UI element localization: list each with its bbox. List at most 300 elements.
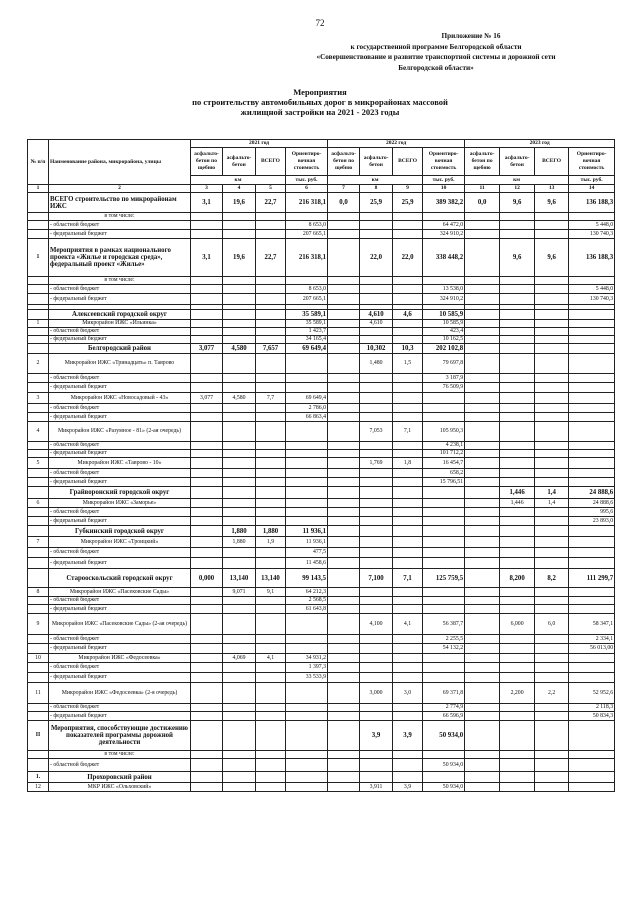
row-name: - областной бюджет <box>49 704 191 712</box>
cell-value <box>256 458 286 469</box>
table-row <box>28 526 615 537</box>
cell-value <box>393 644 423 654</box>
cell-value <box>500 277 535 285</box>
cell-value: 2 568,5 <box>286 597 328 605</box>
cell-value <box>465 336 500 344</box>
cell-value <box>535 548 569 558</box>
table-row <box>28 517 615 526</box>
table-row <box>28 605 615 614</box>
cell-value <box>360 663 393 673</box>
cell-value <box>465 383 500 393</box>
cell-value: 5 448,0 <box>569 221 615 230</box>
cell-value <box>328 721 360 751</box>
row-name: - областной бюджет <box>49 404 191 413</box>
cell-value <box>535 558 569 569</box>
cell-value <box>223 213 256 221</box>
row-name: - областной бюджет <box>49 548 191 558</box>
cell-value <box>500 635 535 644</box>
cell-value: 0,000 <box>191 569 223 588</box>
cell-value <box>286 508 328 517</box>
cell-value <box>256 277 286 285</box>
cell-value <box>191 328 223 336</box>
header-total: ВСЕГО <box>535 148 569 176</box>
row-number <box>28 751 49 759</box>
cell-value <box>256 751 286 759</box>
cell-value: 3,000 <box>360 683 393 704</box>
cell-value <box>286 683 328 704</box>
cell-value <box>569 654 615 663</box>
row-number <box>28 336 49 344</box>
cell-value <box>191 320 223 328</box>
cell-value <box>423 558 465 569</box>
row-name: - областной бюджет <box>49 759 191 772</box>
cell-value <box>465 442 500 450</box>
cell-value <box>500 344 535 354</box>
appendix-block <box>266 31 606 73</box>
row-name: Мероприятия в рамках национального проекта «Жилье и городская среда», федеральный проект «Жилье» <box>49 239 191 277</box>
row-name: Микрорайон ИЖС «Разумное - 81» (2-ая очередь) <box>49 422 191 442</box>
cell-value <box>328 458 360 469</box>
table-row <box>28 310 615 320</box>
cell-value <box>393 654 423 663</box>
table-row <box>28 548 615 558</box>
cell-value <box>328 328 360 336</box>
cell-value <box>500 673 535 683</box>
cell-value <box>328 413 360 422</box>
cell-value <box>256 294 286 305</box>
cell-value <box>393 663 423 673</box>
row-number <box>28 526 49 537</box>
cell-value <box>256 635 286 644</box>
row-number <box>28 704 49 712</box>
cell-value <box>393 277 423 285</box>
cell-value <box>360 537 393 548</box>
cell-value <box>393 597 423 605</box>
cell-value <box>535 605 569 614</box>
cell-value <box>328 344 360 354</box>
cell-value: 34 165,4 <box>286 336 328 344</box>
cell-value <box>223 605 256 614</box>
header-asphalt: асфальто-бетон <box>500 148 535 176</box>
cell-value <box>393 285 423 294</box>
cell-value <box>360 644 393 654</box>
column-number: 10 <box>423 185 465 193</box>
cell-value <box>360 213 393 221</box>
cell-value <box>328 635 360 644</box>
cell-value <box>569 721 615 751</box>
cell-value <box>535 422 569 442</box>
cell-value: 66 596,9 <box>423 712 465 721</box>
cell-value <box>500 704 535 712</box>
cell-value <box>360 285 393 294</box>
cell-value <box>191 783 223 792</box>
row-number <box>28 558 49 569</box>
cell-value <box>393 772 423 783</box>
cell-value <box>500 328 535 336</box>
cell-value <box>360 588 393 597</box>
cell-value <box>500 450 535 458</box>
cell-value <box>256 683 286 704</box>
table-row <box>28 230 615 239</box>
cell-value: 11 458,6 <box>286 558 328 569</box>
cell-value <box>223 442 256 450</box>
cell-value <box>328 654 360 663</box>
cell-value <box>535 635 569 644</box>
cell-value <box>465 422 500 442</box>
cell-value <box>256 558 286 569</box>
cell-value <box>500 374 535 383</box>
table-row <box>28 239 615 277</box>
cell-value <box>191 294 223 305</box>
cell-value <box>393 588 423 597</box>
cell-value <box>328 499 360 508</box>
row-number <box>28 442 49 450</box>
cell-value <box>286 442 328 450</box>
row-name: Микрорайон ИЖС «Тринадцать» п. Таврово <box>49 354 191 374</box>
appendix-line: Приложение № 16 <box>441 32 501 40</box>
table-row <box>28 450 615 458</box>
cell-value <box>223 663 256 673</box>
cell-value: 658,2 <box>423 469 465 478</box>
cell-value <box>256 614 286 635</box>
cell-value: 24 888,6 <box>569 487 615 499</box>
cell-value <box>191 413 223 422</box>
cell-value <box>223 354 256 374</box>
row-number: 8 <box>28 588 49 597</box>
cell-value <box>286 704 328 712</box>
cell-value <box>465 404 500 413</box>
cell-value <box>465 499 500 508</box>
cell-value <box>256 704 286 712</box>
cell-value: 7,053 <box>360 422 393 442</box>
cell-value <box>223 294 256 305</box>
cell-value: 13 538,0 <box>423 285 465 294</box>
cell-value <box>569 558 615 569</box>
cell-value <box>256 328 286 336</box>
cell-value <box>500 526 535 537</box>
cell-value <box>423 508 465 517</box>
cell-value: 2,200 <box>500 683 535 704</box>
cell-value <box>569 458 615 469</box>
header-asphalt: асфальто-бетон <box>360 148 393 176</box>
cell-value <box>423 597 465 605</box>
row-name: - федеральный бюджет <box>49 558 191 569</box>
cell-value <box>223 478 256 487</box>
cell-value: 1,446 <box>500 487 535 499</box>
cell-value: 2 118,3 <box>569 704 615 712</box>
cell-value <box>393 442 423 450</box>
cell-value: 423,4 <box>423 328 465 336</box>
cell-value: 10 585,9 <box>423 320 465 328</box>
cell-value <box>223 374 256 383</box>
cell-value <box>569 663 615 673</box>
table-row <box>28 336 615 344</box>
cell-value: 1,4 <box>535 487 569 499</box>
cell-value <box>535 354 569 374</box>
cell-value <box>535 588 569 597</box>
cell-value <box>569 783 615 792</box>
cell-value: 4,069 <box>223 654 256 663</box>
cell-value <box>569 404 615 413</box>
cell-value <box>569 673 615 683</box>
cell-value: 16 454,7 <box>423 458 465 469</box>
cell-value <box>286 469 328 478</box>
cell-value: 9,071 <box>223 588 256 597</box>
cell-value: 4,610 <box>360 320 393 328</box>
cell-value <box>256 605 286 614</box>
row-number <box>28 508 49 517</box>
cell-value <box>256 285 286 294</box>
cell-value <box>535 508 569 517</box>
cell-value <box>360 221 393 230</box>
cell-value <box>223 469 256 478</box>
cell-value <box>191 704 223 712</box>
cell-value <box>423 413 465 422</box>
title-line: по строительству автомобильных дорог в микрорайонах массовой <box>192 97 448 107</box>
cell-value <box>191 654 223 663</box>
cell-value: 56 013,00 <box>569 644 615 654</box>
cell-value <box>500 605 535 614</box>
row-number <box>28 328 49 336</box>
cell-value <box>423 277 465 285</box>
cell-value: 22,7 <box>256 239 286 277</box>
cell-value <box>465 605 500 614</box>
cell-value <box>569 759 615 772</box>
row-number <box>28 294 49 305</box>
cell-value <box>223 320 256 328</box>
cell-value <box>328 442 360 450</box>
cell-value <box>191 537 223 548</box>
cell-value <box>535 404 569 413</box>
cell-value <box>256 478 286 487</box>
row-number <box>28 635 49 644</box>
cell-value: 66 863,4 <box>286 413 328 422</box>
column-number: 3 <box>191 185 223 193</box>
cell-value <box>328 383 360 393</box>
cell-value: 389 382,2 <box>423 193 465 213</box>
cell-value <box>286 458 328 469</box>
cell-value <box>191 772 223 783</box>
cell-value <box>465 663 500 673</box>
cell-value <box>393 320 423 328</box>
cell-value <box>328 336 360 344</box>
cell-value <box>569 328 615 336</box>
cell-value: 7,100 <box>360 569 393 588</box>
cell-value: 9,6 <box>535 239 569 277</box>
row-number <box>28 230 49 239</box>
cell-value: 23 893,0 <box>569 517 615 526</box>
row-name: Микрорайон ИЖС «Пасековские Сады» (2-ая очередь) <box>49 614 191 635</box>
cell-value: 111 299,7 <box>569 569 615 588</box>
cell-value: 2,2 <box>535 683 569 704</box>
header-km: км <box>191 176 286 185</box>
cell-value: 477,5 <box>286 548 328 558</box>
row-number <box>28 487 49 499</box>
cell-value <box>393 712 423 721</box>
cell-value <box>465 597 500 605</box>
cell-value <box>500 597 535 605</box>
table-row <box>28 393 615 404</box>
cell-value: 105 950,3 <box>423 422 465 442</box>
row-number <box>28 605 49 614</box>
cell-value: 69 649,4 <box>286 344 328 354</box>
cell-value: 7,7 <box>256 393 286 404</box>
cell-value <box>500 759 535 772</box>
cell-value <box>328 712 360 721</box>
cell-value: 324 910,2 <box>423 230 465 239</box>
row-number <box>28 450 49 458</box>
row-name: в том числе: <box>49 213 191 221</box>
table-row <box>28 404 615 413</box>
header-total: ВСЕГО <box>256 148 286 176</box>
cell-value <box>191 469 223 478</box>
cell-value <box>535 526 569 537</box>
cell-value <box>256 404 286 413</box>
cell-value <box>223 644 256 654</box>
cell-value <box>223 772 256 783</box>
cell-value <box>328 772 360 783</box>
cell-value <box>393 759 423 772</box>
cell-value <box>500 712 535 721</box>
cell-value: 2 786,0 <box>286 404 328 413</box>
cell-value <box>393 294 423 305</box>
cell-value <box>535 712 569 721</box>
row-name: - областной бюджет <box>49 374 191 383</box>
cell-value <box>286 759 328 772</box>
row-number <box>28 517 49 526</box>
row-number <box>28 277 49 285</box>
cell-value <box>569 772 615 783</box>
cell-value <box>223 673 256 683</box>
cell-value <box>423 526 465 537</box>
cell-value <box>500 588 535 597</box>
row-number: 11 <box>28 683 49 704</box>
cell-value: 9,1 <box>256 588 286 597</box>
cell-value <box>223 683 256 704</box>
table-row <box>28 193 615 213</box>
cell-value <box>500 537 535 548</box>
cell-value <box>360 277 393 285</box>
cell-value: 1,4 <box>535 499 569 508</box>
cell-value <box>191 285 223 294</box>
cell-value <box>286 751 328 759</box>
cell-value <box>535 328 569 336</box>
cell-value <box>569 354 615 374</box>
cell-value <box>500 772 535 783</box>
table-row <box>28 478 615 487</box>
cell-value <box>328 393 360 404</box>
cell-value <box>500 654 535 663</box>
cell-value: 1,446 <box>500 499 535 508</box>
cell-value <box>328 450 360 458</box>
cell-value: 136 188,3 <box>569 193 615 213</box>
cell-value <box>328 354 360 374</box>
cell-value <box>223 336 256 344</box>
cell-value <box>500 422 535 442</box>
cell-value: 1 423,7 <box>286 328 328 336</box>
cell-value <box>535 393 569 404</box>
cell-value <box>465 239 500 277</box>
cell-value <box>500 393 535 404</box>
row-name: Микрорайон ИЖС «Федосеевка» (2-я очередь) <box>49 683 191 704</box>
cell-value <box>360 469 393 478</box>
cell-value: 8,2 <box>535 569 569 588</box>
cell-value: 101 712,2 <box>423 450 465 458</box>
cell-value: 4,1 <box>393 614 423 635</box>
cell-value: 34 931,2 <box>286 654 328 663</box>
cell-value <box>328 213 360 221</box>
table-row <box>28 442 615 450</box>
header-year-2022: 2022 год <box>328 140 465 148</box>
cell-value: 10 162,5 <box>423 336 465 344</box>
cell-value <box>465 487 500 499</box>
row-number <box>28 712 49 721</box>
cell-value <box>535 383 569 393</box>
cell-value <box>569 383 615 393</box>
cell-value <box>393 450 423 458</box>
cell-value: 207 665,1 <box>286 294 328 305</box>
row-name: - федеральный бюджет <box>49 383 191 393</box>
cell-value: 130 740,3 <box>569 294 615 305</box>
row-number <box>28 383 49 393</box>
cell-value <box>256 508 286 517</box>
cell-value <box>191 422 223 442</box>
cell-value <box>223 277 256 285</box>
row-number <box>28 213 49 221</box>
cell-value <box>500 558 535 569</box>
table-row <box>28 469 615 478</box>
cell-value <box>191 221 223 230</box>
cell-value <box>535 654 569 663</box>
cell-value: 6,000 <box>500 614 535 635</box>
cell-value <box>569 588 615 597</box>
row-number <box>28 663 49 673</box>
cell-value <box>535 772 569 783</box>
cell-value <box>286 383 328 393</box>
header-km: км <box>328 176 423 185</box>
cell-value <box>191 721 223 751</box>
table-row <box>28 344 615 354</box>
cell-value <box>423 537 465 548</box>
table-row <box>28 759 615 772</box>
column-number: 6 <box>286 185 328 193</box>
cell-value <box>191 478 223 487</box>
cell-value: 207 665,1 <box>286 230 328 239</box>
cell-value <box>423 548 465 558</box>
cell-value <box>465 354 500 374</box>
cell-value <box>423 588 465 597</box>
cell-value: 22,7 <box>256 193 286 213</box>
table-row <box>28 588 615 597</box>
cell-value <box>569 344 615 354</box>
cell-value: 50 934,0 <box>423 759 465 772</box>
cell-value: 4,610 <box>360 310 393 320</box>
row-number: 1 <box>28 239 49 277</box>
row-name: в том числе: <box>49 751 191 759</box>
cell-value <box>328 644 360 654</box>
cell-value <box>423 673 465 683</box>
cell-value: 1,9 <box>256 537 286 548</box>
cell-value <box>569 277 615 285</box>
cell-value: 1,5 <box>393 354 423 374</box>
cell-value <box>500 230 535 239</box>
row-name: Прохоровский район <box>49 772 191 783</box>
cell-value <box>223 499 256 508</box>
appendix-line: Белгородской области» <box>398 63 474 72</box>
cell-value <box>223 558 256 569</box>
cell-value <box>360 393 393 404</box>
cell-value <box>535 285 569 294</box>
